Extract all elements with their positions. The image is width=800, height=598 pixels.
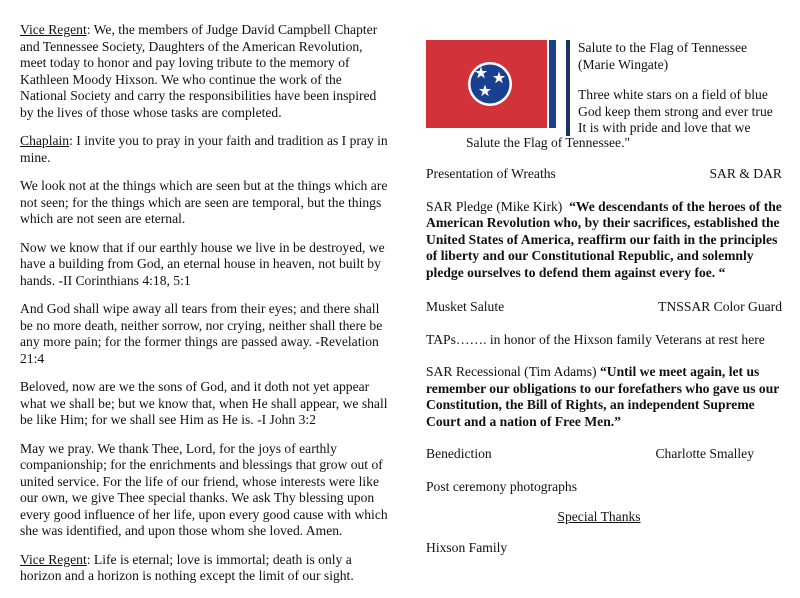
salute-line: God keep them strong and ever true	[578, 103, 773, 119]
left-column	[20, 22, 388, 597]
program-label: Musket Salute	[426, 299, 505, 314]
paragraph-text: : Life is eternal; love is immortal; death is only a horizon and a horizon is nothing except the limit of our sight.	[20, 551, 354, 583]
paragraph-text: : We, the members of Judge David Campbell Chapter and Tennessee Society, Daughters of the American Revolution, meet today to honor and pay loving tribute to the memory of Kathleen Moody Hixson. We who continue the work of the National Society and carry the responsibilities have been inspired by the lives of those whose tasks are completed.	[20, 22, 378, 120]
program-label: SAR Pledge (Mike Kirk)	[426, 198, 563, 214]
vice-regent-closing	[20, 552, 388, 585]
program-label: SAR Recessional (Tim Adams)	[426, 364, 597, 379]
program-label: Benediction	[426, 446, 492, 461]
salute-line: It is with pride and love that we	[578, 120, 751, 135]
scripture-corinthians-b: Now we know that if our earthly house we live in be destroyed, we have a building from God, an eternal house in heaven, not built by hands. -II Corinthians 4:18, 5:1	[20, 239, 385, 288]
program-item-wreaths	[426, 166, 782, 183]
tennessee-flag-image	[426, 40, 556, 128]
salute-line: Three white stars on a field of blue	[578, 87, 768, 102]
sar-recessional	[426, 364, 782, 430]
scripture-revelation: And God shall wipe away all tears from their eyes; and there shall be no more death, neither sorrow, nor crying, neither shall there be any more pain; for the former things are passed away. -Revelation 21:4	[20, 301, 383, 366]
program-item-taps: TAPs……. in honor of the Hixson family Veterans at rest here	[426, 331, 765, 347]
program-label: Presentation of Wreaths	[426, 166, 556, 181]
speaker-label: Vice Regent	[20, 22, 87, 37]
scripture-john: Beloved, now are we the sons of God, and it doth not yet appear what we shall be; but we know that, when He shall appear, we shall be like Him; for we shall see Him as He is. -I John 3:2	[20, 379, 388, 427]
program-by: TNSSAR Color Guard	[658, 299, 782, 314]
recessional-text: “Until we meet again, let us remember our obligations to our forefathers who gave us our Constitution, the Bill of Rights, an independent Supreme Court and a nation of Free Men.”	[426, 364, 780, 429]
salute-line: Salute the Flag of Tennessee."	[466, 135, 631, 150]
scripture-corinthians-a: We look not at the things which are seen but at the things which are not seen; for the things which are seen are temporal, but the things which are not seen are eternal.	[20, 178, 388, 226]
program-by: SAR & DAR	[709, 166, 782, 181]
salute-author: (Marie Wingate)	[578, 56, 669, 72]
special-thanks-name: Hixson Family	[426, 539, 508, 555]
vice-regent-opening	[20, 22, 388, 121]
program-item-musket	[426, 299, 782, 316]
special-thanks-title: Special Thanks	[557, 509, 641, 524]
program	[426, 166, 782, 556]
speaker-label: Vice Regent	[20, 551, 87, 567]
paragraph-text: : I invite you to pray in your faith and tradition as I pray in mine.	[20, 133, 388, 165]
program-item-benediction	[426, 446, 782, 463]
divider-bar	[566, 40, 570, 136]
salute-title: Salute to the Flag of Tennessee	[578, 40, 748, 55]
speaker-label: Chaplain	[20, 133, 70, 148]
pledge-text: “We descendants of the heroes of the American Revolution who, by their sacrifices, established the United States of America, reaffirm our faith in the principles of liberty and our Constitutional Republic, and solemnly pledge ourselves to defend them against every foe. “	[426, 198, 782, 280]
program-item-photos: Post ceremony photographs	[426, 478, 578, 494]
sar-pledge	[426, 199, 782, 282]
program-by: Charlotte Smalley	[655, 446, 754, 461]
salute-poem	[578, 40, 788, 137]
prayer: May we pray. We thank Thee, Lord, for the joys of earthly companionship; for the enrichments and blessings that grow out of united service. For the life of our friend, whose interests were like our own, we give Thee special thanks. We ask Thy blessing upon every good influence of her life, upon every good cause with which she was identified, and upon those whom she loved. Amen.	[20, 440, 388, 538]
chaplain-invitation	[20, 133, 388, 166]
